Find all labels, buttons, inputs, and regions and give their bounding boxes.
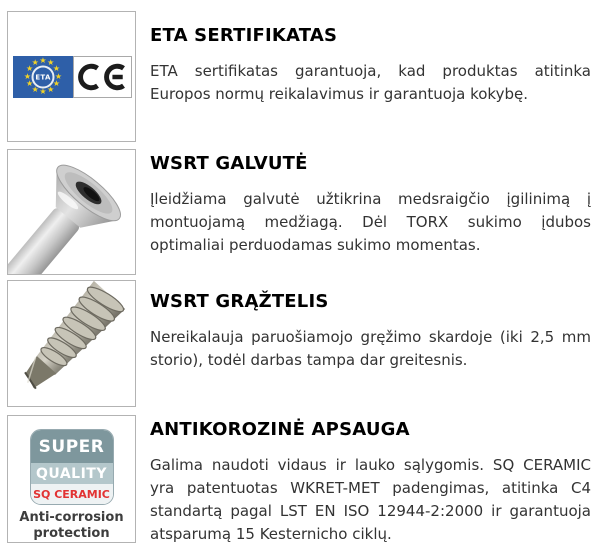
screw-head-photo: [8, 150, 135, 274]
badge-sq-ceramic-label: SQ CERAMIC: [31, 484, 113, 504]
eu-star-icon: ★: [31, 84, 39, 94]
section-heading: ANTIKOROZINĖ APSAUGA: [150, 419, 410, 440]
eu-star-icon: ★: [52, 79, 60, 89]
section-head: [150, 152, 591, 257]
eta-ce-image-box: [7, 11, 136, 142]
eu-star-icon: ★: [52, 63, 60, 73]
sq-ceramic-image-box: [7, 415, 136, 543]
eu-star-icon: ★: [47, 58, 55, 68]
section-heading: WSRT GALVUTĖ: [150, 153, 308, 174]
eu-star-icon: ★: [39, 87, 47, 96]
eta-label: ETA: [35, 73, 51, 81]
eu-star-icon: ★: [39, 56, 47, 65]
eu-star-icon: ★: [23, 71, 32, 81]
section-body: Nereikalauja paruošiamojo gręžimo skardoje (iki 2,5 mm storio), todėl darbas tampa dar greitesnis.: [150, 328, 591, 369]
badge-quality-label: QUALITY: [31, 463, 113, 484]
badge-caption: Anti-corrosion protection: [19, 510, 124, 541]
section-heading: ETA SERTIFIKATAS: [150, 25, 338, 46]
section-body: Galima naudoti vidaus ir lauko sąlygomis. SQ CERAMIC yra patentuotas WKRET-MET padengimas, atitinka C4 standartą pagal LST EN ISO 12944-2:2000 ir garantuoja atsparumą 15 Kesternicho ciklų.: [150, 456, 591, 543]
eu-star-icon: ★: [31, 58, 39, 68]
sq-ceramic-badge: [30, 429, 114, 505]
eu-flag-eta-icon: [13, 56, 73, 98]
section-drill: [150, 290, 591, 372]
section-anticorrosion: [150, 418, 591, 546]
drill-tip-image-box: [7, 280, 136, 407]
eu-star-icon: ★: [25, 79, 34, 89]
ce-mark-icon: [73, 56, 132, 98]
eu-star-icon: ★: [25, 63, 34, 73]
ce-mark-glyphs: [77, 59, 129, 95]
drill-tip-photo: [8, 281, 135, 406]
section-eta: [150, 24, 591, 106]
screw-head-image-box: [7, 149, 136, 275]
eta-ring-icon: [32, 66, 55, 89]
section-body: ETA sertifikatas garantuoja, kad produktas atitinka Europos normų reikalavimus ir garantuoja kokybę.: [150, 62, 591, 103]
badge-super-label: SUPER: [31, 430, 113, 463]
eta-ce-logo: [13, 56, 132, 98]
eu-star-icon: ★: [54, 71, 63, 81]
section-body: Įleidžiama galvutė užtikrina medsraigčio įgilinimą į montuojamą medžiagą. Dėl TORX sukimo įdubos optimaliai perduodamas sukimo momentas.: [150, 190, 591, 254]
section-heading: WSRT GRĄŽTELIS: [150, 291, 329, 312]
eu-star-icon: ★: [47, 84, 55, 94]
